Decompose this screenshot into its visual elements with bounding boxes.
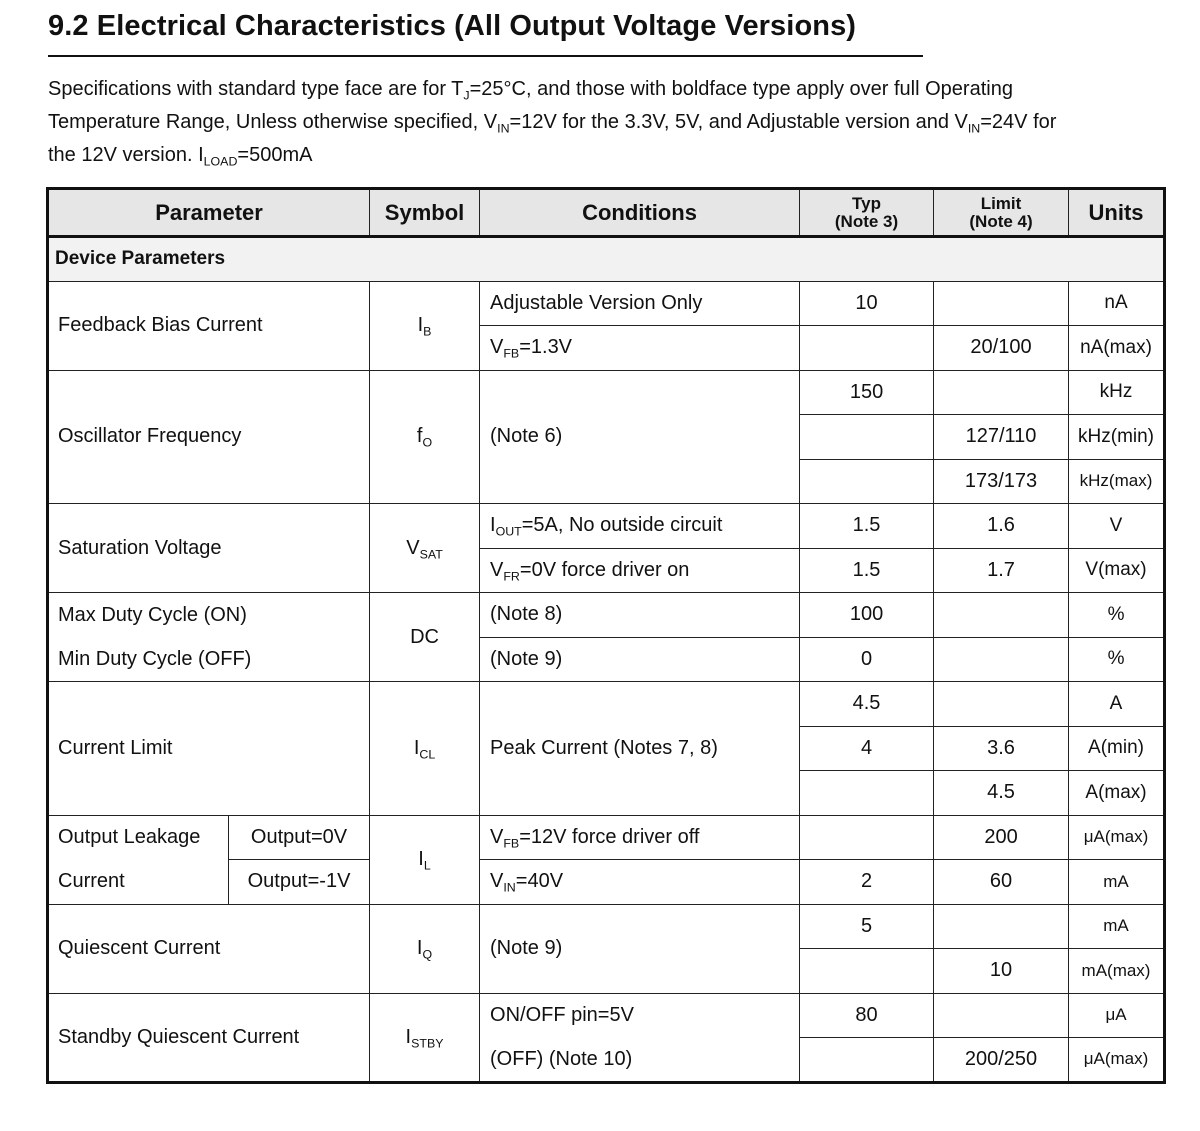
typ-cell: 4 [800,726,934,771]
title-underline [48,55,923,57]
unit-cell: % [1069,593,1165,638]
typ-cell: 1.5 [800,548,934,593]
condition-cell: $V_{FB}=1.3V$ [480,326,800,371]
intro-line-2: Temperature Range, Unless otherwise specified, $V_{IN}=12V$ for the 3.3V, 5V, and Adjustable version and $V_{IN}=24V$ for [48,111,1057,136]
limit-cell: 60 [934,860,1069,905]
leakage-condition-0v: Output=0V [229,815,370,860]
unit-cell: V [1069,504,1165,549]
condition-cell: $V_{FB}=12V$ force driver off [480,815,800,860]
param-feedback-bias: Feedback Bias Current [48,281,370,370]
limit-cell: 127/110 [934,415,1069,460]
param-quiescent-current: Quiescent Current [48,904,370,993]
header-row [48,189,1165,237]
header-symbol: Symbol [370,189,480,237]
symbol-ib: $I_B$ [370,281,480,370]
table-row [48,593,1165,638]
limit-cell [934,682,1069,727]
typ-cell: 100 [800,593,934,638]
intro-line-1: Specifications with standard type face are for $T_J=25^\circ C$, and those with boldface type apply over full Operating [48,78,1013,103]
unit-cell: kHz(min) [1069,415,1165,460]
unit-cell: mA [1069,904,1165,949]
table-row [48,637,1165,682]
section-title: 9.2 Electrical Characteristics (All Output Voltage Versions) [48,10,857,42]
unit-cell: A(min) [1069,726,1165,771]
typ-cell: 2 [800,860,934,905]
leakage-condition-neg1v: Output=-1V [229,860,370,905]
condition-cell: Adjustable Version Only [480,281,800,326]
typ-cell: 0 [800,637,934,682]
condition-cell: (Note 6) [480,370,800,504]
limit-cell: 173/173 [934,459,1069,504]
typ-cell [800,326,934,371]
condition-cell: Peak Current (Notes 7, 8) [480,682,800,816]
table-row [48,993,1165,1038]
symbol-dc: DC [370,593,480,682]
unit-cell: V(max) [1069,548,1165,593]
header-typ: Typ (Note 3) [800,189,934,237]
param-output-leakage-current: Current [48,860,229,905]
unit-cell: μA(max) [1069,815,1165,860]
table-row [48,904,1165,949]
header-conditions: Conditions [480,189,800,237]
symbol-istby: $I_{STBY}$ [370,993,480,1082]
table-row [48,860,1165,905]
table-row [48,815,1165,860]
limit-cell: 200 [934,815,1069,860]
typ-cell: 4.5 [800,682,934,727]
symbol-il: $I_L$ [370,815,480,904]
unit-cell: mA [1069,860,1165,905]
condition-cell: $V_{FR}=0V$ force driver on [480,548,800,593]
limit-cell [934,370,1069,415]
symbol-icl: $I_{CL}$ [370,682,480,816]
unit-cell: A(max) [1069,771,1165,816]
unit-cell: kHz [1069,370,1165,415]
table-row [48,682,1165,727]
symbol-vsat: $V_{SAT}$ [370,504,480,593]
unit-cell: mA(max) [1069,949,1165,994]
limit-cell [934,993,1069,1038]
header-limit: Limit (Note 4) [934,189,1069,237]
intro-paragraph [48,73,1178,172]
condition-cell: (Note 9) [480,904,800,993]
condition-cell: ON/OFF pin=5V [480,993,800,1038]
param-standby-quiescent-current: Standby Quiescent Current [48,993,370,1082]
table-row [48,370,1165,415]
param-current-limit: Current Limit [48,682,370,816]
typ-cell: 80 [800,993,934,1038]
unit-cell: μA [1069,993,1165,1038]
limit-cell [934,281,1069,326]
typ-cell: 150 [800,370,934,415]
typ-cell [800,459,934,504]
unit-cell: μA(max) [1069,1038,1165,1083]
section-label: Device Parameters [48,237,1165,282]
limit-cell: 4.5 [934,771,1069,816]
typ-cell [800,415,934,460]
unit-cell: nA [1069,281,1165,326]
symbol-iq: $I_Q$ [370,904,480,993]
limit-cell [934,904,1069,949]
limit-cell: 200/250 [934,1038,1069,1083]
param-output-leakage: Output Leakage [48,815,229,860]
unit-cell: kHz(max) [1069,459,1165,504]
condition-cell: $I_{OUT}=5A$, No outside circuit [480,504,800,549]
unit-cell: nA(max) [1069,326,1165,371]
param-oscillator-frequency: Oscillator Frequency [48,370,370,504]
unit-cell: % [1069,637,1165,682]
limit-cell [934,593,1069,638]
table-row [48,281,1165,326]
param-min-duty-cycle: Min Duty Cycle (OFF) [48,637,370,682]
condition-cell: (OFF) (Note 10) [480,1038,800,1083]
condition-cell: (Note 9) [480,637,800,682]
unit-cell: A [1069,682,1165,727]
typ-cell [800,771,934,816]
param-max-duty-cycle: Max Duty Cycle (ON) [48,593,370,638]
typ-cell: 10 [800,281,934,326]
intro-line-3: the 12V version. $I_{LOAD}=500mA$ [48,144,313,169]
param-saturation-voltage: Saturation Voltage [48,504,370,593]
typ-cell [800,815,934,860]
limit-cell: 20/100 [934,326,1069,371]
limit-cell: 1.6 [934,504,1069,549]
typ-cell: 5 [800,904,934,949]
limit-cell [934,637,1069,682]
electrical-characteristics-table [46,187,1166,1084]
typ-cell: 1.5 [800,504,934,549]
limit-cell: 1.7 [934,548,1069,593]
limit-cell: 10 [934,949,1069,994]
limit-cell: 3.6 [934,726,1069,771]
typ-cell [800,1038,934,1083]
condition-cell: $V_{IN}=40V$ [480,860,800,905]
typ-cell [800,949,934,994]
section-row [48,237,1165,282]
condition-cell: (Note 8) [480,593,800,638]
header-parameter: Parameter [48,189,370,237]
table-row [48,504,1165,549]
symbol-fo: $f_O$ [370,370,480,504]
header-units: Units [1069,189,1165,237]
